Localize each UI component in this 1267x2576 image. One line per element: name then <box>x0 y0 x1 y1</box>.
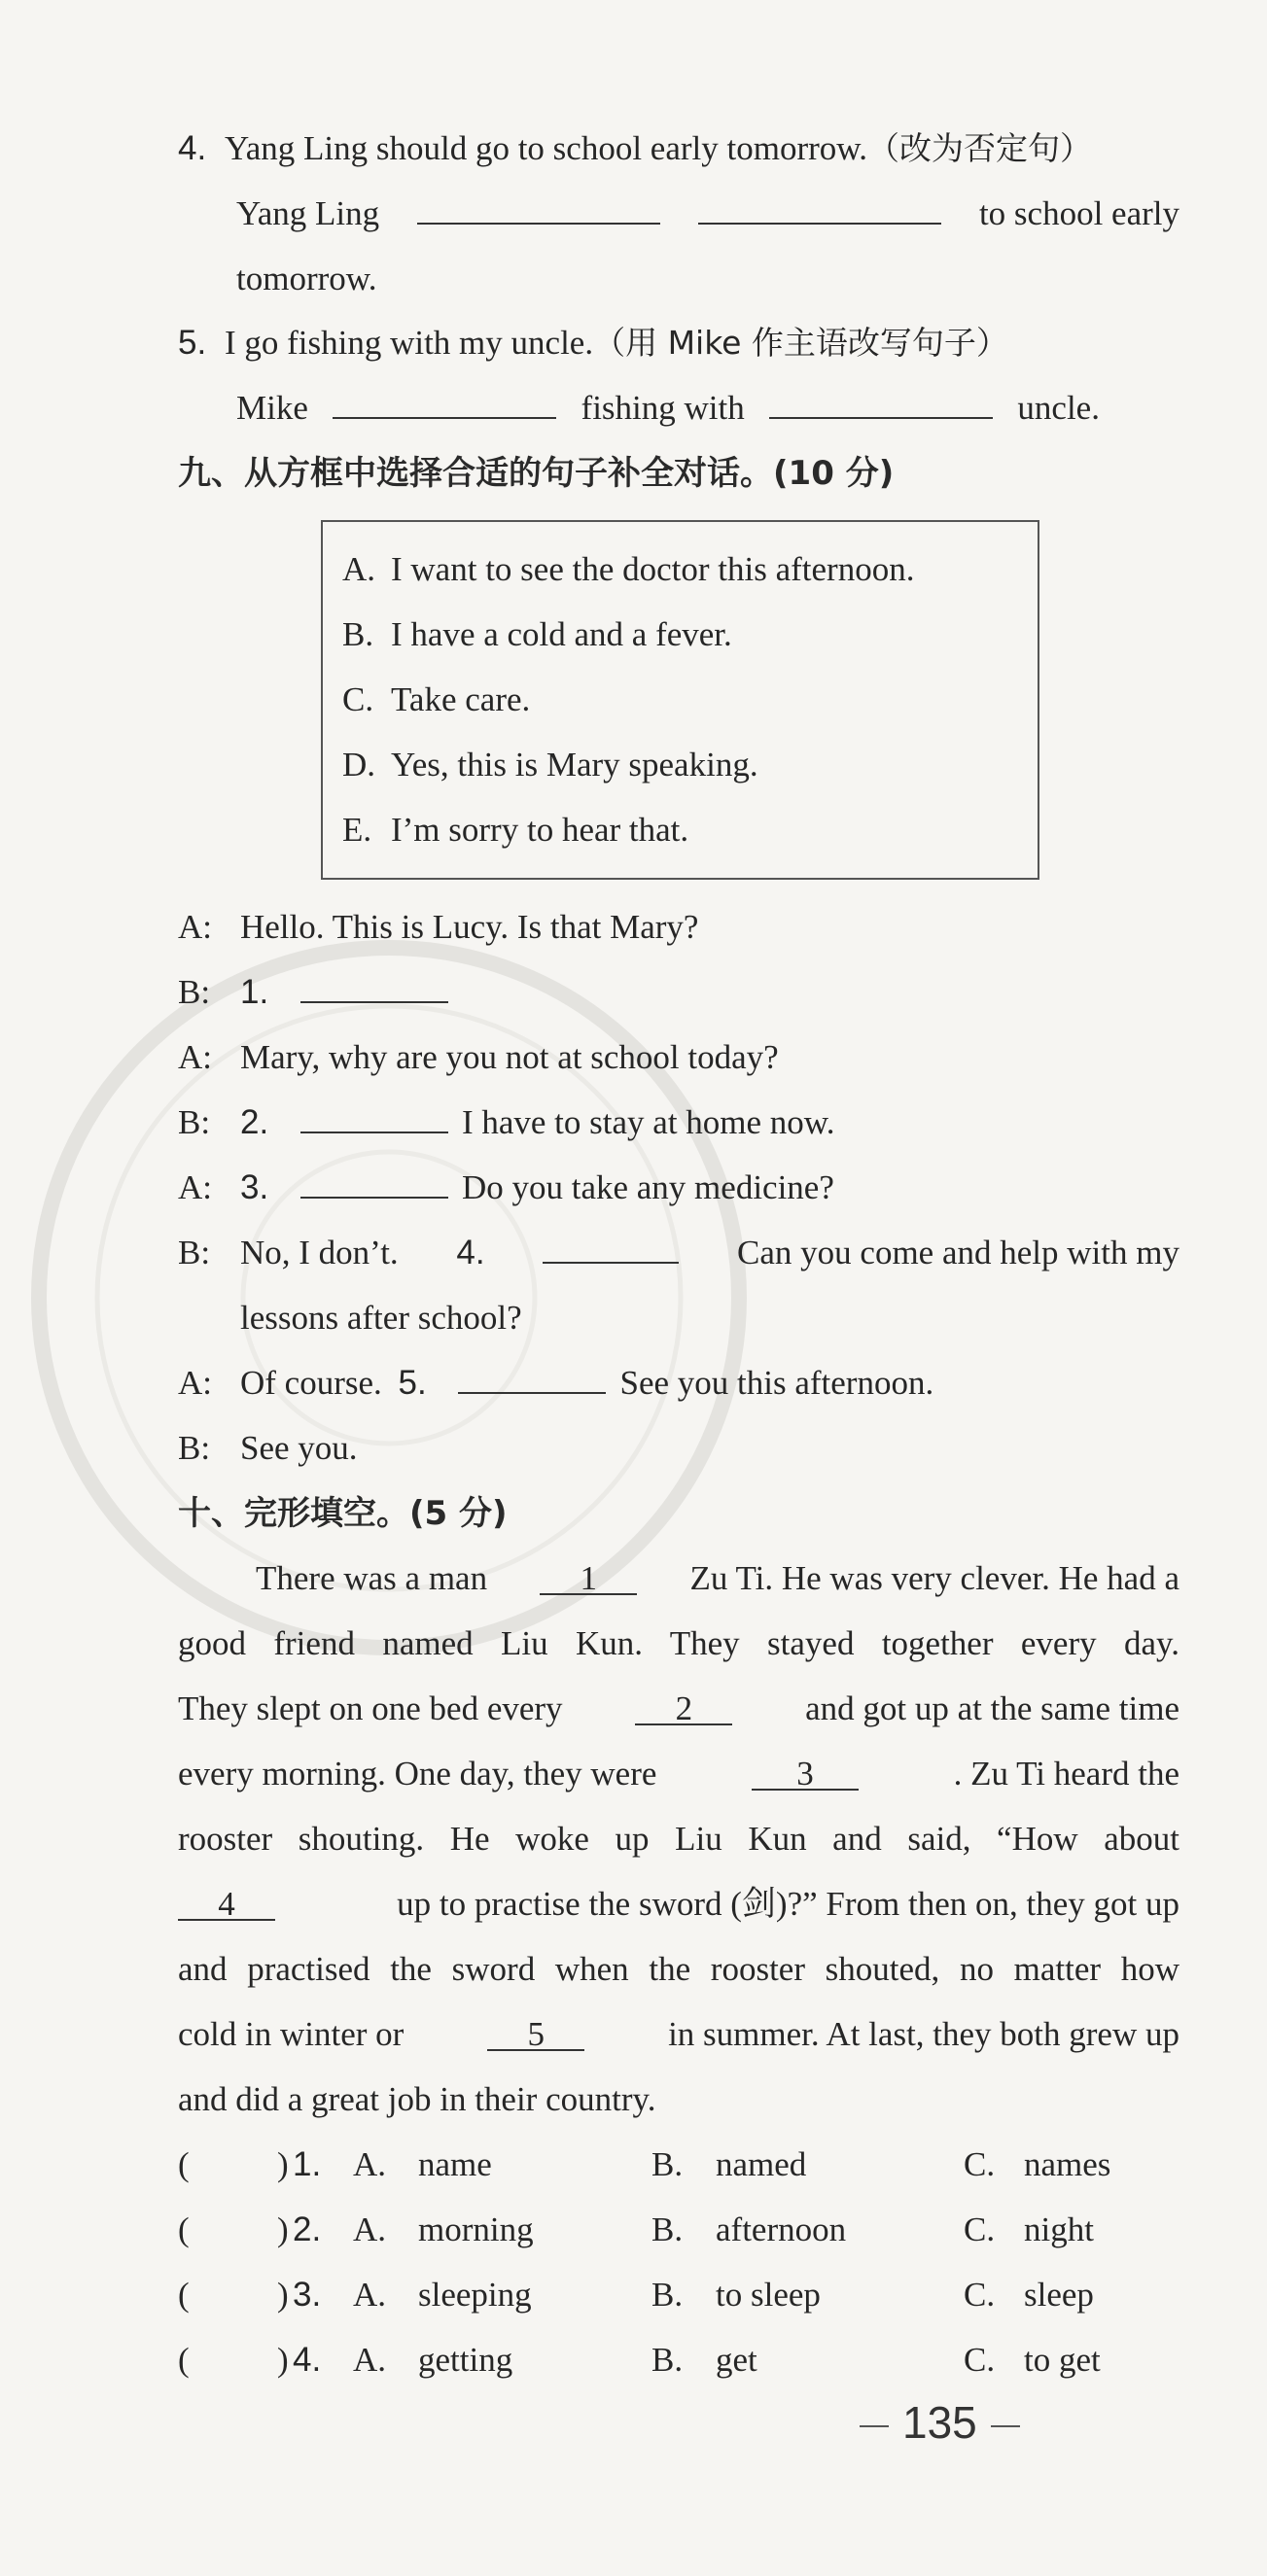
cloze-blank-2[interactable]: 2 <box>635 1694 732 1725</box>
dialogue-line-9 <box>178 1427 358 1470</box>
speaker-b: B: <box>178 973 211 1011</box>
section10-title: 十、完形填空。(5 分) <box>178 1494 508 1533</box>
choice-c-text: sleep <box>1024 2276 1094 2314</box>
speaker-a: A: <box>178 1038 212 1076</box>
choice-b-letter: B. <box>651 2210 684 2248</box>
passage-line-5: rooster shouting. He woke up Liu Kun and said, “How about <box>178 1820 1179 1858</box>
q5-answer-end: uncle. <box>1017 389 1100 427</box>
option-e-letter: E. <box>342 811 372 849</box>
q4-sentence-line <box>178 127 1092 170</box>
answer-paren-close: ) <box>277 2210 289 2248</box>
dialogue-blank-number: 2. <box>240 1103 269 1141</box>
choice-a-letter: A. <box>353 2210 387 2248</box>
speaker-a: A: <box>178 1168 212 1206</box>
answer-paren-close: ) <box>277 2276 289 2314</box>
dialogue-blank-number: 3. <box>240 1168 269 1206</box>
option-e-text: I’m sorry to hear that. <box>391 811 689 849</box>
q4-sentence: Yang Ling should go to school early tomorrow. <box>224 129 868 167</box>
option-b <box>342 613 732 656</box>
option-b-letter: B. <box>342 615 374 653</box>
q5-sentence: I go fishing with my uncle. <box>224 324 594 362</box>
choice-c-letter: C. <box>964 2341 996 2379</box>
choice-a-text: name <box>418 2145 492 2183</box>
cloze-blank-3[interactable]: 3 <box>752 1759 859 1791</box>
option-a-text: I want to see the doctor this afternoon. <box>391 550 915 588</box>
choice-b-text: get <box>716 2341 757 2379</box>
dialogue-line-6 <box>178 1232 1179 1274</box>
option-d-text: Yes, this is Mary speaking. <box>391 746 758 783</box>
passage-text: They slept on one bed every <box>178 1689 563 1727</box>
question-row-4 <box>178 2339 1179 2382</box>
q5-answer-start: Mike <box>236 389 308 427</box>
dialogue-blank-4[interactable] <box>543 1233 679 1264</box>
dialogue-text: See you. <box>240 1429 358 1467</box>
question-number: 2. <box>293 2210 322 2248</box>
dialogue-text: I have to stay at home now. <box>461 1103 835 1141</box>
choice-c-letter: C. <box>964 2145 996 2183</box>
dialogue-blank-5[interactable] <box>458 1363 606 1394</box>
passage-line-3 <box>178 1688 1179 1730</box>
choice-c-letter: C. <box>964 2276 996 2314</box>
q4-blank-2[interactable] <box>698 193 941 225</box>
passage-text: There was a man <box>256 1559 488 1597</box>
dialogue-line-2 <box>178 971 448 1014</box>
dialogue-line-1 <box>178 906 698 949</box>
passage-line-1 <box>256 1557 1179 1600</box>
option-c <box>342 679 530 721</box>
passage-text: every morning. One day, they were <box>178 1755 657 1793</box>
choice-c-text: night <box>1024 2210 1094 2248</box>
choice-c-letter: C. <box>964 2210 996 2248</box>
q5-blank-1[interactable] <box>333 388 556 419</box>
question-number: 3. <box>293 2276 322 2314</box>
choice-b-text: afternoon <box>716 2210 847 2248</box>
choice-a-text: morning <box>418 2210 534 2248</box>
answer-paren-open[interactable]: ( <box>178 2145 190 2183</box>
choice-b-letter: B. <box>651 2145 684 2183</box>
passage-text: in summer. At last, they both grew up <box>668 2015 1179 2053</box>
choice-c-text: names <box>1024 2145 1111 2183</box>
passage-text: . Zu Ti heard the <box>953 1755 1179 1793</box>
choice-a-letter: A. <box>353 2276 387 2314</box>
page-number <box>846 2393 1034 2452</box>
page-number-dash-left <box>860 2425 889 2427</box>
choice-b-text: named <box>716 2145 807 2183</box>
passage-line-8 <box>178 2013 1179 2056</box>
q4-number: 4. <box>178 129 207 167</box>
dialogue-text: Do you take any medicine? <box>461 1168 834 1206</box>
speaker-a: A: <box>178 908 212 946</box>
page-number-value: 135 <box>902 2397 977 2448</box>
dialogue-text: Can you come and help with my <box>737 1234 1179 1271</box>
dialogue-prefix: No, I don’t. <box>240 1234 399 1271</box>
option-b-text: I have a cold and a fever. <box>391 615 732 653</box>
dialogue-blank-3[interactable] <box>300 1167 448 1199</box>
q4-answer-start: Yang Ling <box>236 194 380 232</box>
choice-a-letter: A. <box>353 2341 387 2379</box>
q4-blank-1[interactable] <box>417 193 660 225</box>
dialogue-line-5 <box>178 1166 834 1209</box>
dialogue-blank-2[interactable] <box>300 1102 448 1133</box>
dialogue-blank-1[interactable] <box>300 972 448 1003</box>
cloze-blank-4[interactable]: 4 <box>178 1890 275 1921</box>
question-number: 1. <box>293 2145 322 2183</box>
option-d <box>342 744 758 786</box>
q4-answer-line2: tomorrow. <box>236 260 377 297</box>
dialogue-line-8 <box>178 1362 933 1405</box>
option-d-letter: D. <box>342 746 376 783</box>
passage-line-7: and practised the sword when the rooster shouted, no matter how <box>178 1950 1179 1988</box>
option-a-letter: A. <box>342 550 376 588</box>
passage-text: and got up at the same time <box>805 1689 1179 1727</box>
passage-text: up to practise the sword (剑)?” From then on, they got up <box>397 1885 1179 1923</box>
passage-line-6 <box>178 1883 1179 1926</box>
q5-answer-mid: fishing with <box>581 389 745 427</box>
cloze-blank-1[interactable]: 1 <box>540 1564 637 1595</box>
section9-title: 九、从方框中选择合适的句子补全对话。(10 分) <box>178 454 895 493</box>
dialogue-blank-number: 1. <box>240 973 269 1011</box>
passage-text: Zu Ti. He was very clever. He had a <box>689 1559 1179 1597</box>
answer-paren-open[interactable]: ( <box>178 2341 190 2379</box>
option-c-letter: C. <box>342 680 374 718</box>
q5-answer-line <box>236 387 1100 430</box>
answer-paren-close: ) <box>277 2145 289 2183</box>
choice-b-text: to sleep <box>716 2276 821 2314</box>
q5-number: 5. <box>178 324 207 362</box>
answer-paren-close: ) <box>277 2341 289 2379</box>
dialogue-text: Hello. This is Lucy. Is that Mary? <box>240 908 699 946</box>
question-row-3 <box>178 2274 1179 2316</box>
speaker-a: A: <box>178 1364 212 1402</box>
question-row-2 <box>178 2209 1179 2251</box>
dialogue-line-4 <box>178 1101 835 1144</box>
passage-line-9: and did a great job in their country. <box>178 2080 656 2118</box>
choice-a-letter: A. <box>353 2145 387 2183</box>
passage-text: cold in winter or <box>178 2015 405 2053</box>
dialogue-blank-number: 4. <box>456 1234 485 1271</box>
dialogue-blank-number: 5. <box>398 1364 427 1402</box>
choice-a-text: getting <box>418 2341 513 2379</box>
question-row-1 <box>178 2143 1179 2186</box>
page-number-dash-right <box>991 2425 1020 2427</box>
passage-line-4 <box>178 1753 1179 1795</box>
q4-instruction: （改为否定句） <box>867 129 1093 167</box>
speaker-b-segment <box>178 1232 399 1274</box>
option-a <box>342 548 914 591</box>
cloze-blank-5[interactable]: 5 <box>487 2020 584 2051</box>
question-number: 4. <box>293 2341 322 2379</box>
answer-paren-open[interactable]: ( <box>178 2276 190 2314</box>
q5-blank-2[interactable] <box>769 388 993 419</box>
speaker-b: B: <box>178 1234 211 1271</box>
q5-sentence-line <box>178 322 1008 365</box>
speaker-b: B: <box>178 1103 211 1141</box>
answer-paren-open[interactable]: ( <box>178 2210 190 2248</box>
dialogue-prefix: Of course. <box>240 1364 382 1402</box>
dialogue-line-3 <box>178 1036 779 1079</box>
choice-b-letter: B. <box>651 2276 684 2314</box>
q4-answer-end: to school early <box>978 194 1179 232</box>
option-e <box>342 809 688 852</box>
option-c-text: Take care. <box>391 680 531 718</box>
dialogue-text: Mary, why are you not at school today? <box>240 1038 779 1076</box>
choice-b-letter: B. <box>651 2341 684 2379</box>
passage-line-2: good friend named Liu Kun. They stayed together every day. <box>178 1624 1179 1662</box>
q4-answer-line <box>236 192 1179 235</box>
choice-c-text: to get <box>1024 2341 1101 2379</box>
speaker-b: B: <box>178 1429 211 1467</box>
choice-a-text: sleeping <box>418 2276 532 2314</box>
q5-instruction: （用 Mike 作主语改写句子） <box>593 324 1008 362</box>
dialogue-text: See you this afternoon. <box>619 1364 934 1402</box>
dialogue-line-7: lessons after school? <box>240 1299 522 1337</box>
